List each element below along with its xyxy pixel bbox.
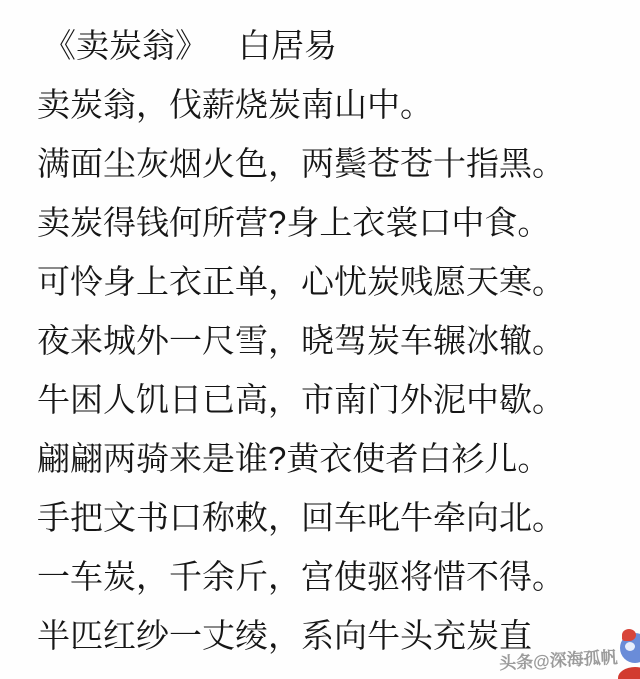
poem-line: 牛困人饥日已高，市南门外泥中歇。 (37, 381, 565, 418)
poem-line: 卖炭得钱何所营?身上衣裳口中食。 (37, 204, 551, 241)
poem-line: 手把文书口称敕，回车叱牛牵向北。 (37, 499, 565, 536)
poem-line: 一车炭，千余斤，宫使驱将惜不得。 (37, 558, 565, 595)
poem-line: 满面尘灰烟火色，两鬓苍苍十指黑。 (37, 145, 565, 182)
poem-line: 翩翩两骑来是谁?黄衣使者白衫儿。 (37, 440, 551, 477)
poem-text-block (37, 16, 640, 665)
poem-line: 可怜身上衣正单，心忧炭贱愿天寒。 (37, 263, 565, 300)
toutiao-mascot-bottom-icon (618, 667, 640, 679)
poem-title-line (43, 16, 640, 75)
poem-line: 半匹红纱一丈绫，系向牛头充炭直 (37, 617, 532, 654)
poem-line: 卖炭翁，伐薪烧炭南山中。 (37, 86, 433, 123)
poem-author: 白居易 (238, 27, 337, 64)
watermark-text: 头条@深海孤帆 (499, 647, 619, 674)
poem-line: 夜来城外一尺雪，晓驾炭车辗冰辙。 (37, 322, 565, 359)
poem-title: 《卖炭翁》 (43, 27, 208, 64)
